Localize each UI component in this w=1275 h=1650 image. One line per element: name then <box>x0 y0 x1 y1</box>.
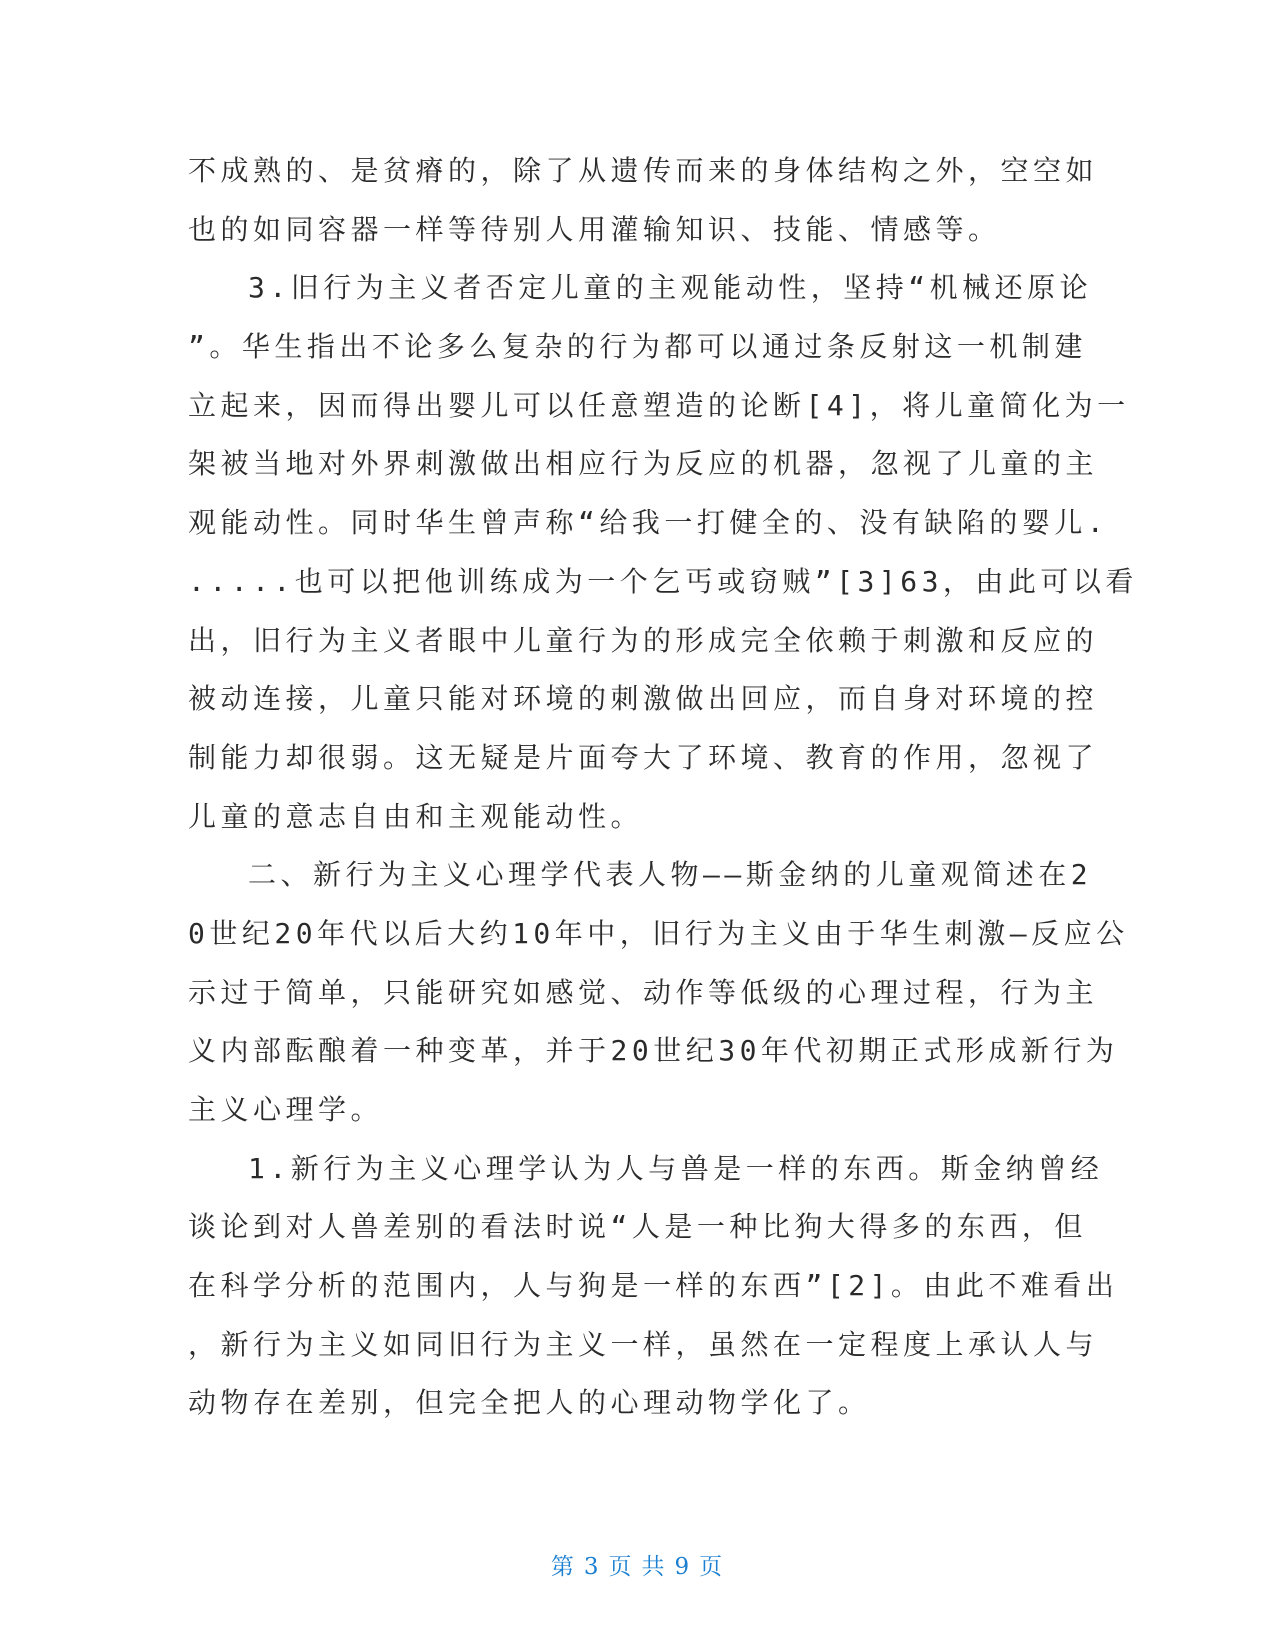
total-page-number: 9 <box>674 1554 692 1580</box>
section-heading-line: 二、新行为主义心理学代表人物——斯金纳的儿童观简述在2 <box>248 858 1093 892</box>
document-body <box>188 142 1138 1433</box>
page-label-prefix: 第 <box>550 1554 576 1580</box>
body-line: 也的如同容器一样等待别人用灌输知识、技能、情感等。 <box>188 212 1001 246</box>
body-line: 制能力却很弱。这无疑是片面夸大了环境、教育的作用，忽视了 <box>188 740 1099 774</box>
body-line: 观能动性。同时华生曾声称“给我一打健全的、没有缺陷的婴儿. <box>188 506 1109 540</box>
page-label-unit: 页 <box>608 1554 634 1580</box>
body-line: 立起来，因而得出婴儿可以任意塑造的论断[4]，将儿童简化为一 <box>188 388 1130 422</box>
page-footer <box>0 1548 1275 1581</box>
body-line: 1.新行为主义心理学认为人与兽是一样的东西。斯金纳曾经 <box>248 1151 1104 1185</box>
body-line: 动物存在差别，但完全把人的心理动物学化了。 <box>188 1386 871 1420</box>
body-line: .....也可以把他训练成为一个乞丐或窃贼”[3]63，由此可以看 <box>188 564 1138 598</box>
current-page-number: 3 <box>583 1554 601 1580</box>
body-line: 3.旧行为主义者否定儿童的主观能动性，坚持“机械还原论 <box>248 271 1093 305</box>
body-line: 0世纪20年代以后大约10年中，旧行为主义由于华生刺激—反应公 <box>188 916 1129 950</box>
body-line: 不成熟的、是贫瘠的，除了从遗传而来的身体结构之外，空空如 <box>188 154 1099 187</box>
body-line: 架被当地对外界刺激做出相应行为反应的机器，忽视了儿童的主 <box>188 447 1099 481</box>
body-line: 谈论到对人兽差别的看法时说“人是一种比狗大得多的东西，但 <box>188 1210 1087 1244</box>
total-label-prefix: 共 <box>641 1554 667 1580</box>
body-line: 儿童的意志自由和主观能动性。 <box>188 799 644 833</box>
total-label-suffix: 页 <box>699 1554 725 1580</box>
body-line: 被动连接，儿童只能对环境的刺激做出回应，而自身对环境的控 <box>188 682 1099 716</box>
body-line: 示过于简单，只能研究如感觉、动作等低级的心理过程，行为主 <box>188 975 1099 1009</box>
body-line: 义内部酝酿着一种变革，并于20世纪30年代初期正式形成新行为 <box>188 1034 1119 1068</box>
body-line: 出，旧行为主义者眼中儿童行为的形成完全依赖于刺激和反应的 <box>188 623 1099 657</box>
body-line: ，新行为主义如同旧行为主义一样，虽然在一定程度上承认人与 <box>188 1327 1099 1361</box>
body-line: ”。华生指出不论多么复杂的行为都可以通过条反射这一机制建 <box>188 330 1087 364</box>
body-line: 在科学分析的范围内，人与狗是一样的东西”[2]。由此不难看出 <box>188 1269 1119 1303</box>
body-line: 主义心理学。 <box>188 1093 384 1126</box>
